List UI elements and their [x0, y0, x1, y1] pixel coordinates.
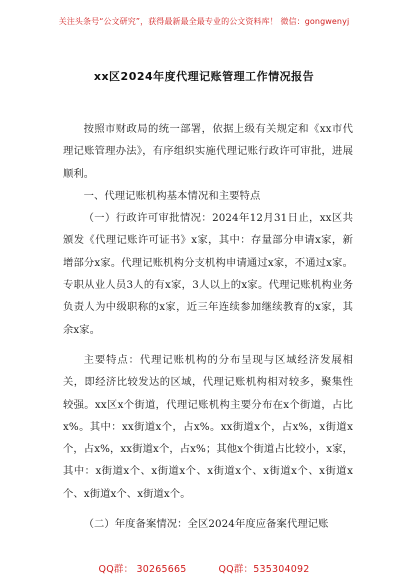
document-title: xx区2024年度代理记账管理工作情况报告 — [93, 70, 315, 83]
footer-contacts — [0, 561, 408, 575]
intro-paragraph: 按照市财政局的统一部署，依据上级有关规定和《xx市代理记账管理办法》，有序组织实施代理记账行政许可审批，进展顺利。 — [63, 123, 353, 180]
paragraph-approval: （一）行政许可审批情况：2024年12月31日止，xx区共颁发《代理记账许可证书》x家，其中：存量部分申请x家，新增部分x家。代理记账机构分支机构申请通过x家，不通过x家。专职从业人员3人的有x家，3人以上的x家。代理记账机构业务负责人为中级职称的x家，近三年连续参加继续教育的x家，其余x家。 — [63, 212, 353, 336]
paragraph-features: 主要特点：代理记账机构的分布呈现与区域经济发展相关，即经济比较发达的区域，代理记账机构相对较多，聚集性较强。xx区x个街道，代理记账机构主要分布在x个街道，占比x%。其中：xx街道x个，占x%。xx街道x个，占x%，x街道x个，占x%，xx街道x个，占x%；其他x个街道占比较小，x家，其中：x街道x个、x街道x个、x街道x个、x街道x个、x街道x个、x街道x个、x街道x个。 — [63, 353, 353, 500]
qq-group-1: QQ群： 30265665 — [98, 564, 187, 575]
document-page — [0, 44, 408, 84]
promo-banner: 关注头条号“公文研究”，获得最新最全最专业的公文资料库！ 微信：gongwenyj — [58, 17, 350, 26]
qq-group-2: QQ群：535304092 — [218, 564, 310, 575]
paragraph-filing: （二）年度备案情况：全区2024年度应备案代理记账 — [83, 518, 329, 531]
spacer — [63, 341, 353, 349]
spacer — [63, 505, 353, 513]
section-heading: 一、代理记账机构基本情况和主要特点 — [83, 189, 261, 202]
document-body — [63, 118, 353, 535]
